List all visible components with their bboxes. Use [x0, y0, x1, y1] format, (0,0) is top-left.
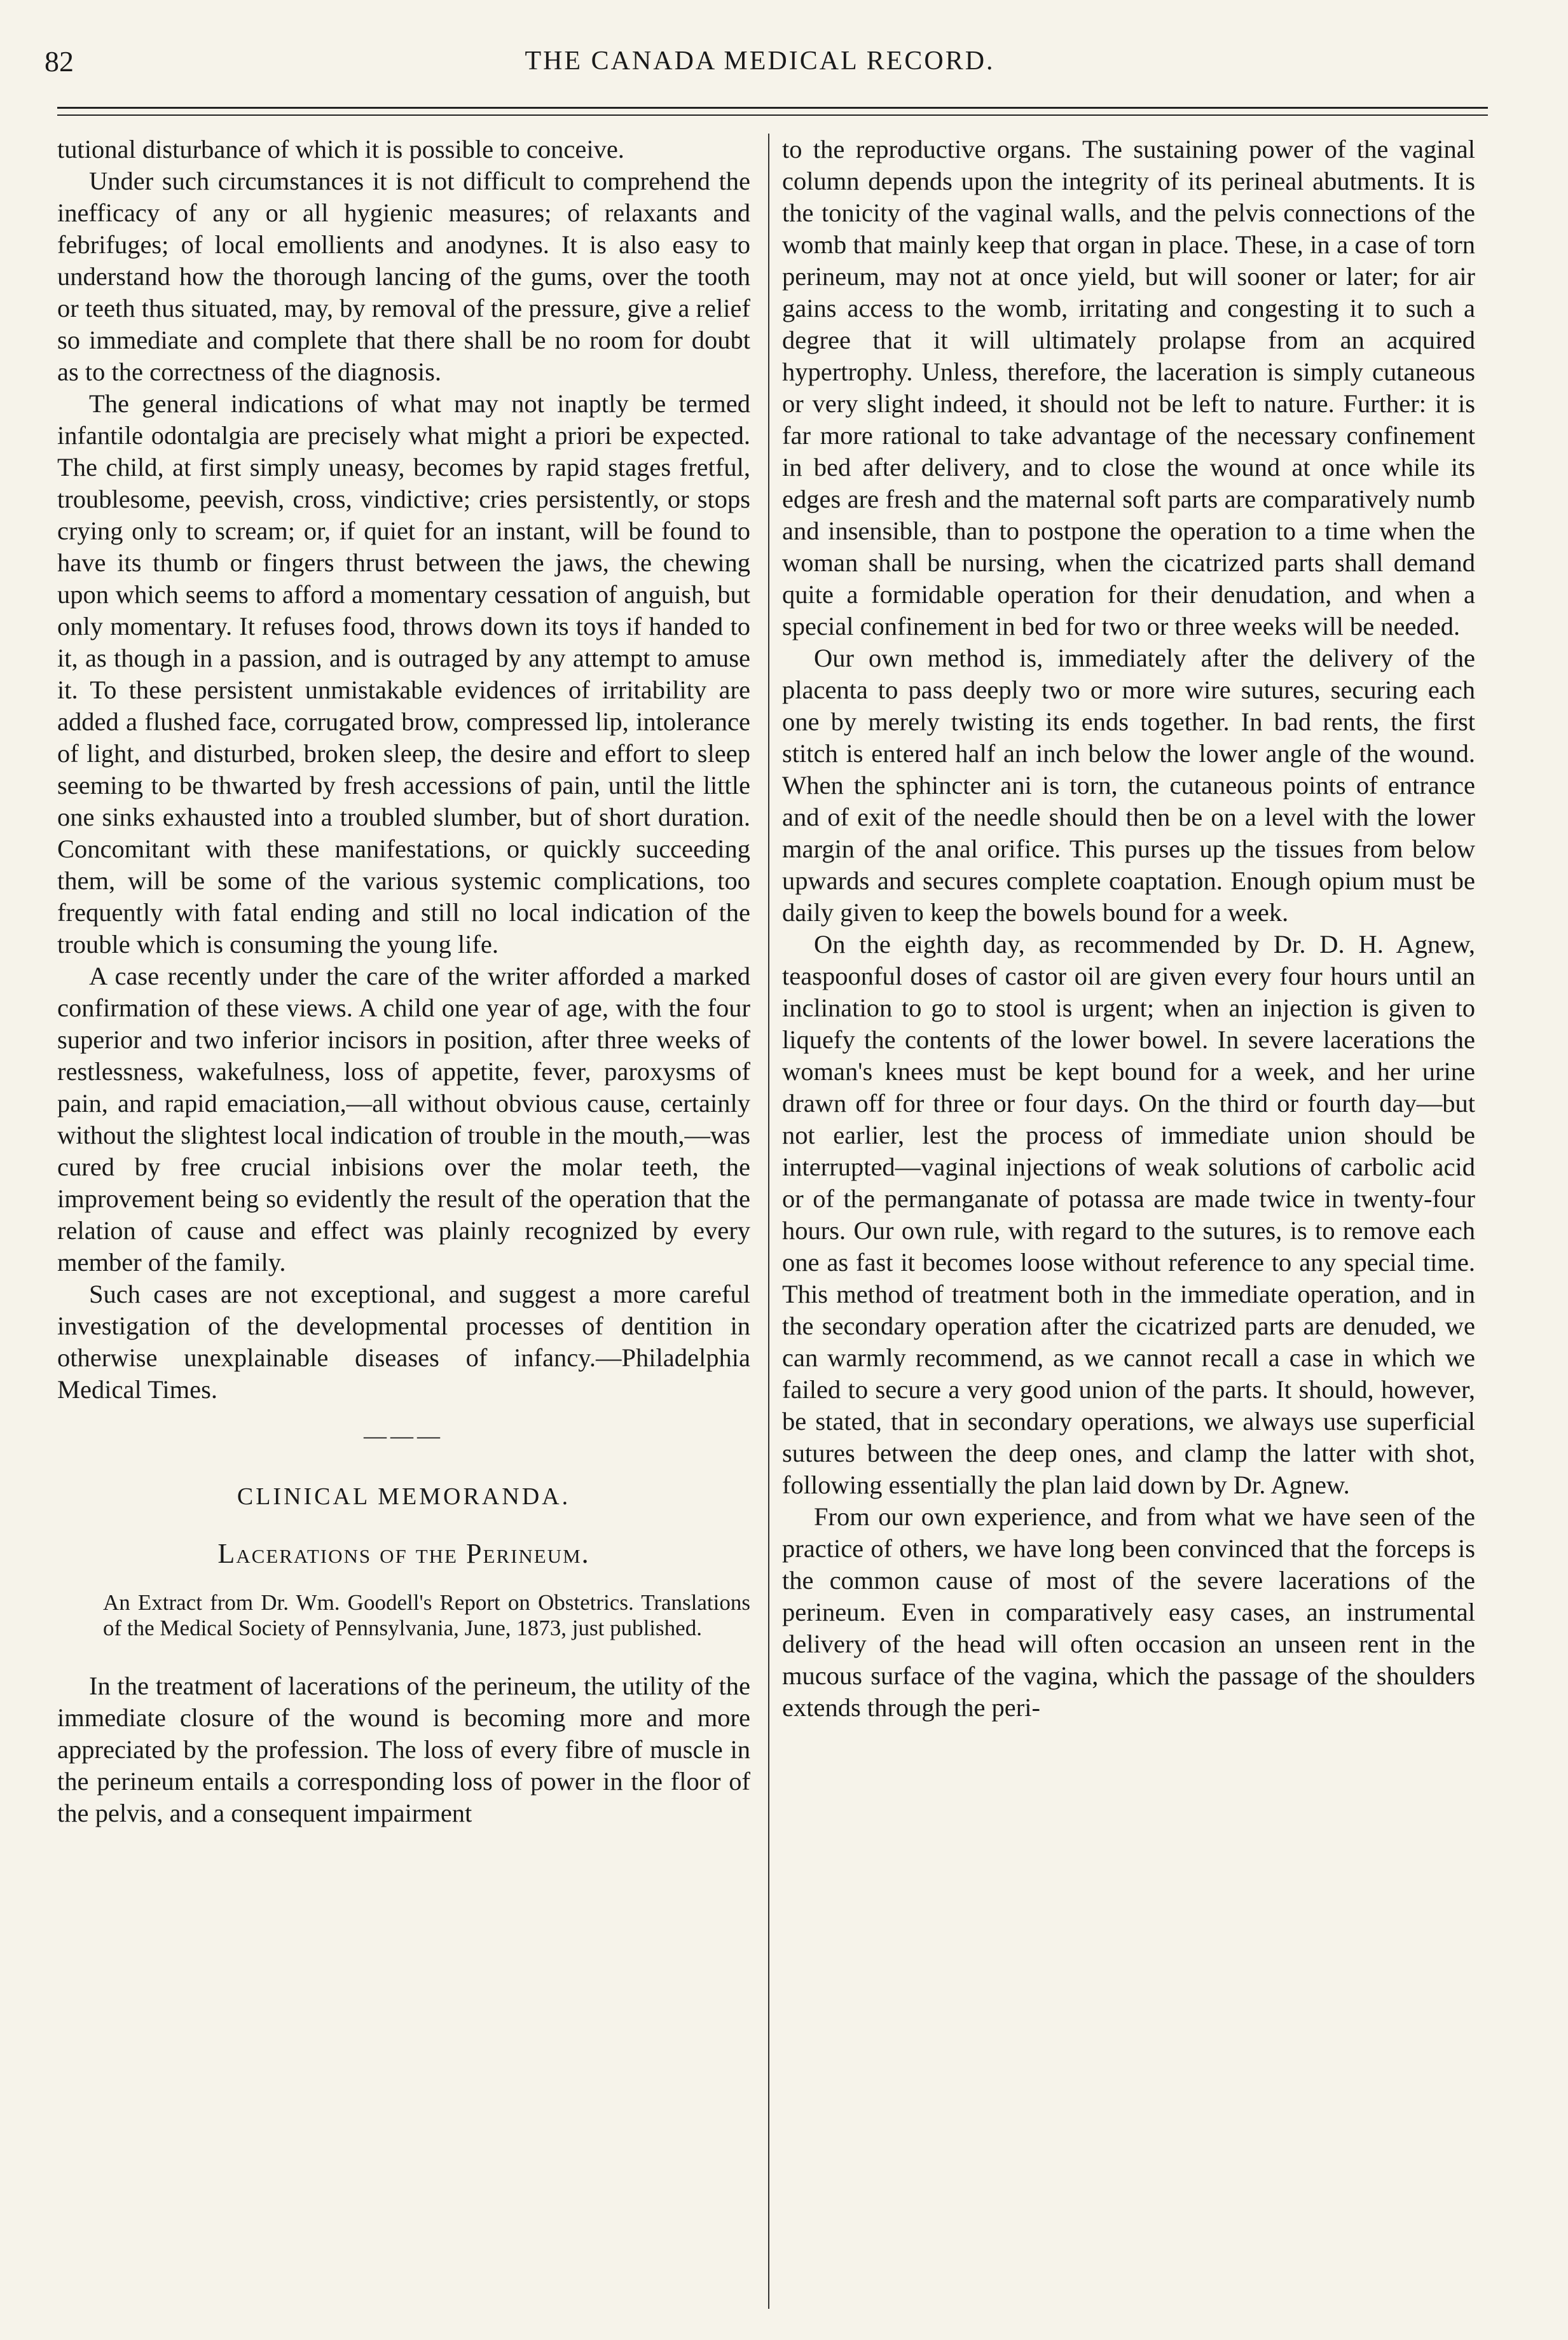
section-heading: CLINICAL MEMORANDA. [237, 1483, 571, 1510]
right-column [782, 134, 1475, 1724]
paragraph: From our own experience, and from what we have seen of the practice of others, we have long been convinced that the forceps is the common cause of most of the severe lacerations of the perineum. Even in comparatively easy cases, an instrumental delivery of the head will often occasion an unseen rent in the mucous surface of the vagina, which the passage of the shoulders extends through the peri- [782, 1502, 1475, 1722]
page-header [32, 38, 1488, 89]
article-title: Lacerations of the Perineum. [217, 1538, 590, 1569]
page-number: 82 [45, 45, 74, 78]
journal-page [32, 38, 1488, 2322]
paragraph: In the treatment of lacerations of the perineum, the utility of the immediate closure of the wound is becoming more and more appreciated by the profession. The loss of every fibre of muscle in the perineum entails a corresponding loss of power in the floor of the pelvis, and a consequent impairment [57, 1672, 750, 1827]
article-source-note: An Extract from Dr. Wm. Goodell's Report on Obstetrics. Translations of the Medical Society of Pennsylvania, June, 1873, just published. [103, 1590, 750, 1640]
paragraph: tutional disturbance of which it is possible to conceive. [57, 135, 624, 163]
paragraph: Under such circumstances it is not difficult to comprehend the inefficacy of any or all hygienic measures; of relaxants and febrifuges; of local emollients and anodynes. It is also easy to understand how the thorough lancing of the gums, over the tooth or teeth thus situated, may, by removal of the pressure, give a relief so immediate and complete that there shall be no room for doubt as to the correctness of the diagnosis. [57, 167, 750, 386]
section-divider: ——— [364, 1423, 444, 1448]
paragraph: On the eighth day, as recommended by Dr. D. H. Agnew, teaspoonful doses of castor oil are given every four hours until an inclination to go to stool is urgent; when an injection is given to liquefy the contents of the lower bowel. In severe lacerations the woman's knees must be kept bound for a week, and her urine drawn off for three or four days. On the third or fourth day—but not earlier, lest the process of immediate union should be interrupted—vaginal injections of weak solutions of carbolic acid or of the permanganate of potassa are made twice in twenty-four hours. Our own rule, with regard to the sutures, is to remove each one as fast it becomes loose without reference to any special time. This method of treatment both in the immediate operation, and in the secondary operation after the cicatrized parts are denuded, we can warmly recommend, as we cannot recall a case in which we failed to secure a very good union of the parts. It should, however, be stated, that in secondary operations, we always use superficial sutures between the deep ones, and clamp the latter with shot, following essentially the plan laid down by Dr. Agnew. [782, 930, 1475, 1499]
header-rule [57, 107, 1488, 109]
column-divider [768, 134, 769, 2309]
paragraph: The general indications of what may not inaptly be termed infantile odontalgia are precisely what might a priori be expected. The child, at first simply uneasy, becomes by rapid stages fretful, troublesome, peevish, cross, vindictive; cries persistently, or stops crying only to scream; or, if quiet for an instant, will be found to have its thumb or fingers thrust between the jaws, the chewing upon which seems to afford a momentary cessation of anguish, but only momentary. It refuses food, throws down its toys if handed to it, as though in a passion, and is outraged by any attempt to amuse it. To these persistent unmistakable evidences of irritability are added a flushed face, corrugated brow, compressed lip, intolerance of light, and disturbed, broken sleep, the desire and effort to sleep seeming to be thwarted by fresh accessions of pain, until the little one sinks exhausted into a troubled slumber, but of short duration. Concomitant with these manifestations, or quickly succeeding them, will be some of the various systemic complications, too frequently with fatal ending and still no local indication of the trouble which is consuming the young life. [57, 389, 750, 959]
paragraph: Our own method is, immediately after the delivery of the placenta to pass deeply two or more wire sutures, securing each one by merely twisting its ends together. In bad rents, the first stitch is entered half an inch below the lower angle of the wound. When the sphincter ani is torn, the cutaneous points of entrance and of exit of the needle should then be on a level with the lower margin of the anal orifice. This purses up the tissues from below upwards and secures complete coaptation. Enough opium must be daily given to keep the bowels bound for a week. [782, 644, 1475, 927]
paragraph: A case recently under the care of the writer afforded a marked confirmation of these views. A child one year of age, with the four superior and two inferior incisors in position, after three weeks of restlessness, wakefulness, loss of appetite, fever, paroxysms of pain, and rapid emaciation,—all without obvious cause, certainly without the slightest local indication of trouble in the mouth,—was cured by free crucial inbisions over the molar teeth, the improvement being so evidently the result of the operation that the relation of cause and effect was plainly recognized by every member of the family. [57, 962, 750, 1277]
left-column [57, 134, 750, 1829]
paragraph: to the reproductive organs. The sustaining power of the vaginal column depends upon the integrity of its perineal abutments. It is the tonicity of the vaginal walls, and the pelvis connections of the womb that mainly keep that organ in place. These, in a case of torn perineum, may not at once yield, but will sooner or later; for air gains access to the womb, irritating and congesting it to such a degree that it will ultimately prolapse from an acquired hypertrophy. Unless, therefore, the laceration is simply cutaneous or very slight indeed, it should not be left to nature. Further: it is far more rational to take advantage of the necessary confinement in bed after delivery, and to close the wound at once while its edges are fresh and the maternal soft parts are comparatively numb and insensible, than to postpone the operation to a time when the woman shall be nursing, when the cicatrized parts shall demand quite a formidable operation for their denudation, and when a special confinement in bed for two or three weeks will be needed. [782, 135, 1475, 640]
header-rule-thin [57, 114, 1488, 116]
paragraph: Such cases are not exceptional, and suggest a more careful investigation of the developmental processes of dentition in otherwise unexplainable diseases of infancy.—Philadelphia Medical Times. [57, 1280, 750, 1404]
running-title: THE CANADA MEDICAL RECORD. [525, 46, 995, 76]
